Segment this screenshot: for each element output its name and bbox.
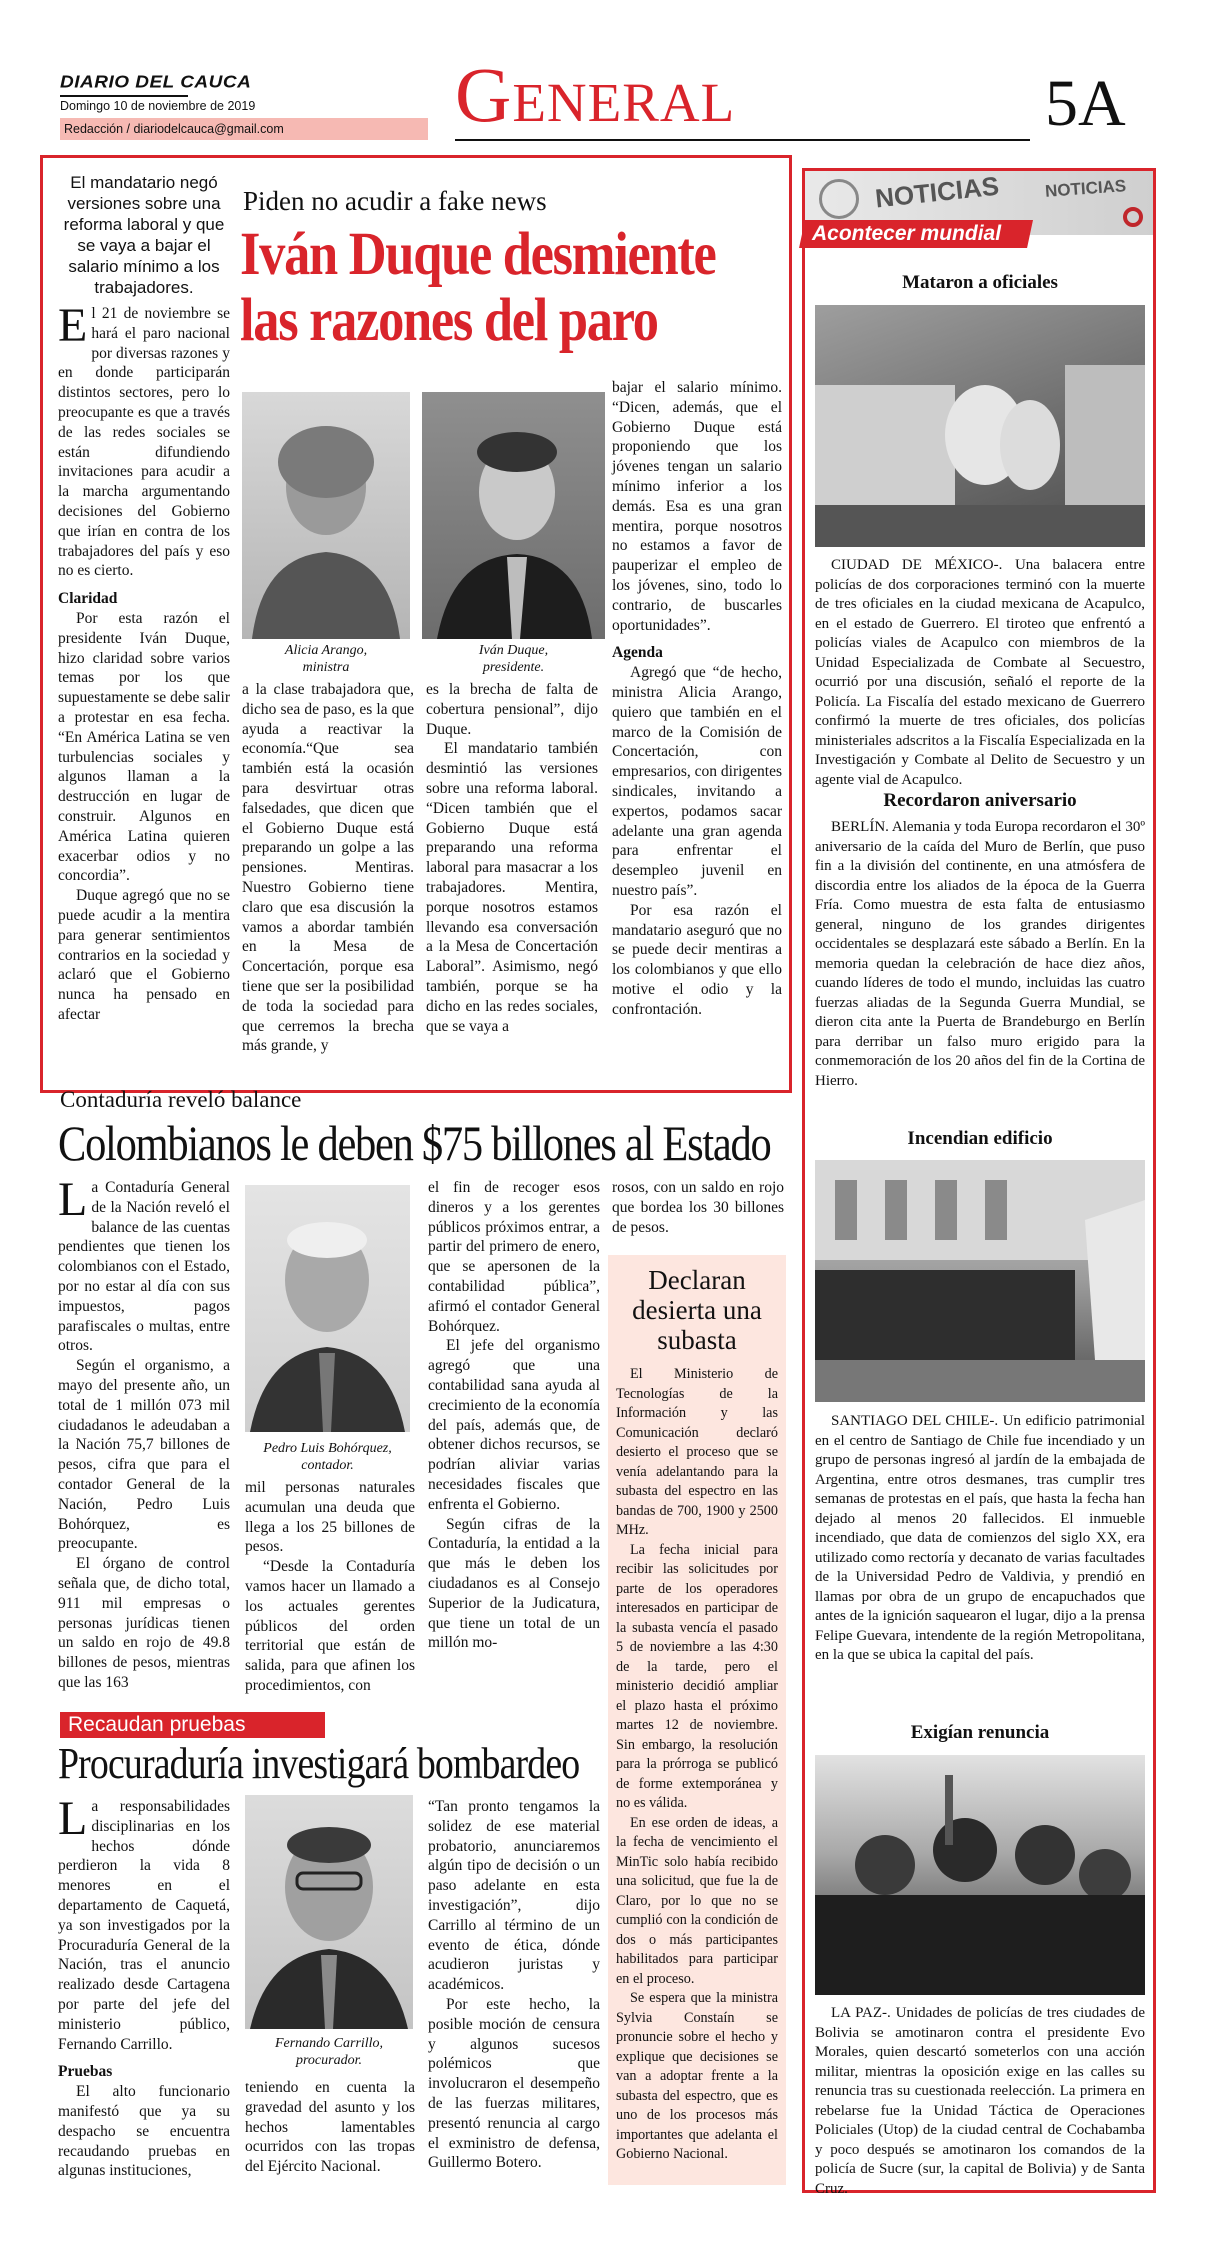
lead-deck: El mandatario negó versiones sobre una reforma laboral y que se vaya a bajar el salario mínimo a los trabajadores. — [63, 173, 225, 297]
world-story-3-text: SANTIAGO DEL CHILE-. Un edificio patrimonial en el centro de Santiago de Chile fue incendiado y un grupo de personas ingresó al jardín de la embajada de Argentina, entre otros desmanes, tras cumplir tres semanas de protestas en el país, que hasta la fecha han dejado al menos 20 fallecidos. El inmueble incendiado, que data de comienzos del siglo XX, era utilizado como rectoría y decanato de varias facultades de la Universidad Pedro de Valdivia, y prendió en llamas por obra de un grupo de encapuchados que antes de la ignición saquearon el lugar, dijo a la prensa Felipe Guevara, intendente de la región Metropolitana, en la que se ubica la capital del país. — [815, 1413, 1145, 1663]
lead-headline: Iván Duque desmiente las razones del paro — [240, 221, 716, 354]
contaduria-paragraph: el fin de recoger esos dineros y a los gerentes públicos próximos entrar, a partir del primero de enero, que se apersonen de la contabilidad pública”, afirmó el contador General Bohórquez. — [428, 1179, 600, 1335]
contaduria-paragraph: El jefe del organismo agregó que una contabilidad sana ayuda al crecimiento de la economía del país, además que, de obtener dichos recursos, se podrían aliviar varias necesidades fiscales que enfrenta el Gobierno. — [428, 1337, 600, 1513]
caption-duque: Iván Duque, presidente. — [478, 643, 549, 675]
photo-ivan-duque — [422, 392, 605, 639]
world-story-1-text: CIUDAD DE MÉXICO-. Una balacera entre policías de dos corporaciones terminó con la muerte de tres oficiales en la ciudad mexicana de Acapulco, en el estado de Guerrero. El tiroteo que enfrentó a policías viales de Acapulco con miembros de la Unidad Especializada de Combate al Secuestro, ocurrió por una discusión, señaló el reporte de la Policía. La Fiscalía del estado mexicano de Guerrero confirmó la muerte de tres oficiales, dos policías ministeriales adscritos a la Fiscalía Especializada en la Investigación y Combate al Delito de Secuestro y un agente vial de Acapulco. — [815, 557, 1145, 788]
subhead-agenda: Agenda — [612, 644, 663, 662]
paper-name: DIARIO DEL CAUCA — [60, 73, 252, 92]
lead-paragraph: a la clase trabajadora que, dicho sea de paso, es la que ayuda a reactivar la economía.“Que sea también está la ocasión para desvirtuar otras falsedades, que dicen que el Gobierno Duque está preparando un golpe a las pensiones. Mentiras. Nuestro Gobierno tiene claro que esa discusión la vamos a abordar también en la Mesa de Concertación, porque esa tiene que ser la posibilidad de toda la sociedad para que cerremos la brecha más grande, y — [242, 681, 414, 1055]
procuraduria-paragraph: teniendo en cuenta la gravedad del asunto y los hechos lamentables ocurridos con las tropas del Ejército Nacional. — [245, 2079, 415, 2176]
contact-text: Redacción / diariodelcauca@gmail.com — [64, 122, 284, 136]
procuraduria-paragraph: El alto funcionario manifestó que ya su despacho se encuentra recaudando pruebas en algunas instituciones, — [58, 2083, 230, 2180]
lead-column-4 — [612, 378, 782, 1020]
photo-alicia-arango — [242, 392, 410, 639]
contaduria-paragraph: a Contaduría General de la Nación reveló el balance de las cuentas pendientes que tienen los colombianos con el Estado, por no estar al día con sus impuestos, pagos parafiscales o multas, entre otros. — [58, 1179, 230, 1355]
issue-date: Domingo 10 de noviembre de 2019 — [60, 99, 256, 113]
contaduria-paragraph: Según cifras de la Contaduría, la entidad a la que más le deben los ciudadanos es al Consejo Superior de la Judicatura, que tiene un total de un millón mo- — [428, 1515, 600, 1652]
banner-word-2: NOTICIAS — [1044, 176, 1127, 201]
lead-column-3 — [426, 680, 598, 1036]
contaduria-column-1 — [58, 1173, 230, 1693]
lead-paragraph: es la brecha de falta de cobertura pensional”, dijo Duque. — [426, 681, 598, 738]
lead-column-2 — [242, 680, 414, 1056]
section-title: General — [455, 51, 736, 138]
drop-cap: E — [58, 299, 88, 352]
contaduria-column-3 — [428, 1178, 600, 1653]
subasta-paragraph: En ese orden de ideas, a la fecha de vencimiento el MinTic solo había recibido una solicitud, que fue la de Claro, por lo que no se cumplió con la condición de dos o más participantes habilitados para participar en el proceso. — [616, 1814, 778, 1987]
procuraduria-paragraph: a responsabilidades disciplinarias en los hechos dónde perdieron la vida 8 menores en el departamento de Caquetá, ya son investigados por la Procuraduría General de la Nación, tras el anuncio realizado desde Cartagena por parte del jefe del ministerio público, Fernando Carrillo. — [58, 1798, 230, 2053]
photo-bolivia-police — [815, 1755, 1145, 1995]
lead-paragraph: bajar el salario mínimo. “Dicen, además, que el Gobierno Duque está proponiendo que los jóvenes tengan un salario mínimo inferior a los demás. Esa es una gran mentira, porque nosotros no estamos a favor de pauperizar el empleo de los jóvenes, sino, todo lo contrario, de buscarles oportunidades”. — [612, 379, 782, 634]
photo-pedro-luis-bohorquez — [245, 1185, 410, 1432]
lead-paragraph: Por esa razón el mandatario aseguró que no se puede decir mentiras a los colombianos y que ello motive el odio y la confrontación. — [612, 901, 782, 1018]
procuraduria-paragraph: “Tan pronto tengamos la solidez de ese material probatorio, anunciaremos algún tipo de decisión o un paso adelante en esta investigación”, dijo Carrillo al término de un evento de ética, dónde acudieron juristas y académicos. — [428, 1798, 600, 1994]
contaduria-paragraph: “Desde la Contaduría vamos hacer un llamado a los actuales gerentes públicos del orden territorial que están de salida, para que afinen los procedimientos, con — [245, 1558, 415, 1694]
lead-kicker: Piden no acudir a fake news — [243, 186, 547, 216]
photo-fernando-carrillo — [245, 1795, 413, 2029]
lead-paragraph: Agregó que “de hecho, ministra Alicia Arango, quiero que también en el marco de la Comisión de Concertación, con empresarios, con dirigentes sindicales, invitando a expertos, podamos sacar adelante una gran agenda para enfrentar el desempleo juvenil en nuestro país”. — [612, 664, 783, 899]
procuraduria-column-2 — [245, 2078, 415, 2177]
lead-paragraph: El mandatario también desmintió las versiones sobre una reforma laboral. “Dicen también que el Gobierno Duque está preparando una reforma laboral para masacrar a los trabajadores. Mentira, porque nosotros estamos llevando esa conversación a la Mesa de Concertación Laboral”. Asimismo, negó también, porque se ha dicho en las redes sociales, que se vaya a — [426, 740, 598, 1035]
subasta-headline: Declaran desierta una subasta — [632, 1265, 762, 1355]
drop-cap: L — [58, 1792, 88, 1845]
photo-mexico-shooting — [815, 305, 1145, 547]
procuraduria-column-3 — [428, 1797, 600, 2173]
subhead-pruebas: Pruebas — [58, 2063, 113, 2081]
world-story-4-title: Exigían renuncia — [910, 1722, 1050, 1743]
caption-carrillo: Fernando Carrillo, procurador. — [274, 2036, 384, 2068]
contaduria-column-2 — [245, 1478, 415, 1696]
world-story-3-title: Incendian edificio — [907, 1128, 1053, 1149]
lead-paragraph: l 21 de noviembre se hará el paro nacional por diversas razones y en donde participarán distintos sectores, pero lo preocupante es que a través de las redes sociales se están difundiendo invitaciones para acudir a la marcha argumentando decisiones del Gobierno que irían en contra de los trabajadores del país y eso no es cierto. — [58, 305, 230, 580]
world-story-4-text: LA PAZ-. Unidades de policías de tres ciudades de Bolivia se amotinaron contra el presidente Evo Morales, quien descartó someterlos con una acción militar, mientras la oposición exige en las calles su renuncia tras su cuestionada reelección. La primera en rebelarse fue la Unidad Táctica de Operaciones Policiales (Utop) de la ciudad central de Cochabamba y poco después se amotinaron los comandos de la policía de Sucre (sur, la capital de Bolivia) y de Santa Cruz. — [815, 2005, 1145, 2197]
sidebar-label: Acontecer mundial — [812, 222, 1002, 245]
procuraduria-column-1 — [58, 1792, 230, 2181]
contaduria-paragraph: rosos, con un saldo en rojo que bordea los 30 billones de pesos. — [612, 1179, 784, 1236]
globe-icon — [819, 179, 859, 219]
procuraduria-paragraph: Por este hecho, la posible moción de censura y algunos sucesos polémicos que involucraron el desempeño de las fuerzas militares, presentó renuncia al cargo el exministro de defensa, Guillermo Botero. — [428, 1995, 600, 2172]
subasta-paragraph: La fecha inicial para recibir las solicitudes por parte de los operadores interesados en participar de la subasta vencía el pasado 5 de noviembre a las 4:30 de la tarde, pero el ministerio decidió ampliar el plazo hasta el próximo martes 12 de noviembre. Sin embargo, la resolución para la prórroga se publicó de forme extemporánea y no es válida. — [616, 1541, 778, 1811]
contaduria-paragraph: El órgano de control señala que, de dicho total, 911 mil empresas o personas jurídicas tienen un saldo en rojo de 49.8 billones de pesos, mientras que las 163 — [58, 1555, 230, 1691]
page-number: 5A — [1045, 67, 1126, 140]
procuraduria-kicker: Recaudan pruebas — [68, 1713, 246, 1736]
procuraduria-kicker-bar — [60, 1712, 325, 1738]
world-story-1-title: Mataron a oficiales — [902, 272, 1058, 293]
contaduria-column-4 — [612, 1178, 784, 1237]
subhead-claridad: Claridad — [58, 590, 118, 608]
masthead-rule — [60, 95, 188, 97]
caption-bohorquez: Pedro Luis Bohórquez, contador. — [263, 1441, 392, 1473]
subasta-body — [616, 1365, 778, 2165]
banner-word-1: NOTICIAS — [873, 171, 1001, 214]
subasta-box — [608, 1255, 786, 2185]
lead-paragraph: Por esta razón el presidente Iván Duque, hizo claridad sobre varios temas por los que supuestamente se debe salir a protestar en esa fecha. “En América Latina se ven turbulencias sociales y algunos llaman a la destrucción en lugar de construir. Algunos en América Latina quieren exacerbar odios y no concordia”. — [58, 609, 230, 885]
contaduria-headline: Colombianos le deben $75 billones al Estado — [58, 1115, 771, 1171]
world-story-2-title: Recordaron aniversario — [883, 790, 1077, 811]
lead-column-1 — [58, 299, 230, 1025]
subasta-paragraph: Se espera que la ministra Sylvia Constaín se pronuncie sobre el hecho y explique que decisiones se van a adoptar frente a la subasta del espectro, que es uno de los procesos más importantes que adelanta el Gobierno Nacional. — [616, 1990, 778, 2162]
world-story-2-text: BERLÍN. Alemania y toda Europa recordaron el 30º aniversario de la caída del Muro de Berlín, que puso fin a la división del continente, en una atmósfera de discordia entre los aliados de la época de la Guerra Fría. Como muestra de esta falta de entusiasmo general, ninguno de los grandes dirigentes occidentales se desplazará este sábado a Berlín. En la memoria quedan la celebración de hace diez años, cuando líderes de todo el mundo, incluidas las cuatro fuerzas aliadas de la Segunda Guerra Mundial, se dieron cita ante la Puerta de Brandeburgo en Berlín para derribar un falso muro erigido para la conmemoración de los 20 años del fin de la Cortina de Hierro. — [815, 819, 1145, 1089]
photo-santiago-fire — [815, 1160, 1145, 1402]
contaduria-paragraph: Según el organismo, a mayo del presente año, un total de 1 millón 073 mil ciudadanos le adeudaban a la Nación 75,7 billones de pesos, cifra que para el contador General de la Nación, Pedro Luis Bohórquez, es preocupante. — [58, 1357, 230, 1553]
subasta-paragraph: El Ministerio de Tecnologías de la Información y las Comunicación declaró desierto el proceso que se venía adelantando para la subasta del espectro en las bandas de 700, 1900 y 2500 MHz. — [616, 1366, 778, 1538]
drop-cap: L — [58, 1173, 88, 1226]
section-rule — [455, 139, 1030, 141]
procuraduria-headline: Procuraduría investigará bombardeo — [58, 1739, 580, 1788]
target-icon — [1123, 207, 1143, 227]
caption-arango: Alicia Arango, ministra — [284, 643, 368, 675]
contaduria-paragraph: mil personas naturales acumulan una deuda que llega a los 25 billones de pesos. — [245, 1479, 415, 1556]
contact-bar — [60, 118, 428, 140]
lead-paragraph: Duque agregó que no se puede acudir a la mentira para generar sentimientos contrarios en la sociedad y aclaró que el Gobierno nunca ha pensado en afectar — [58, 887, 230, 1023]
contaduria-kicker: Contaduría reveló balance — [60, 1087, 302, 1112]
